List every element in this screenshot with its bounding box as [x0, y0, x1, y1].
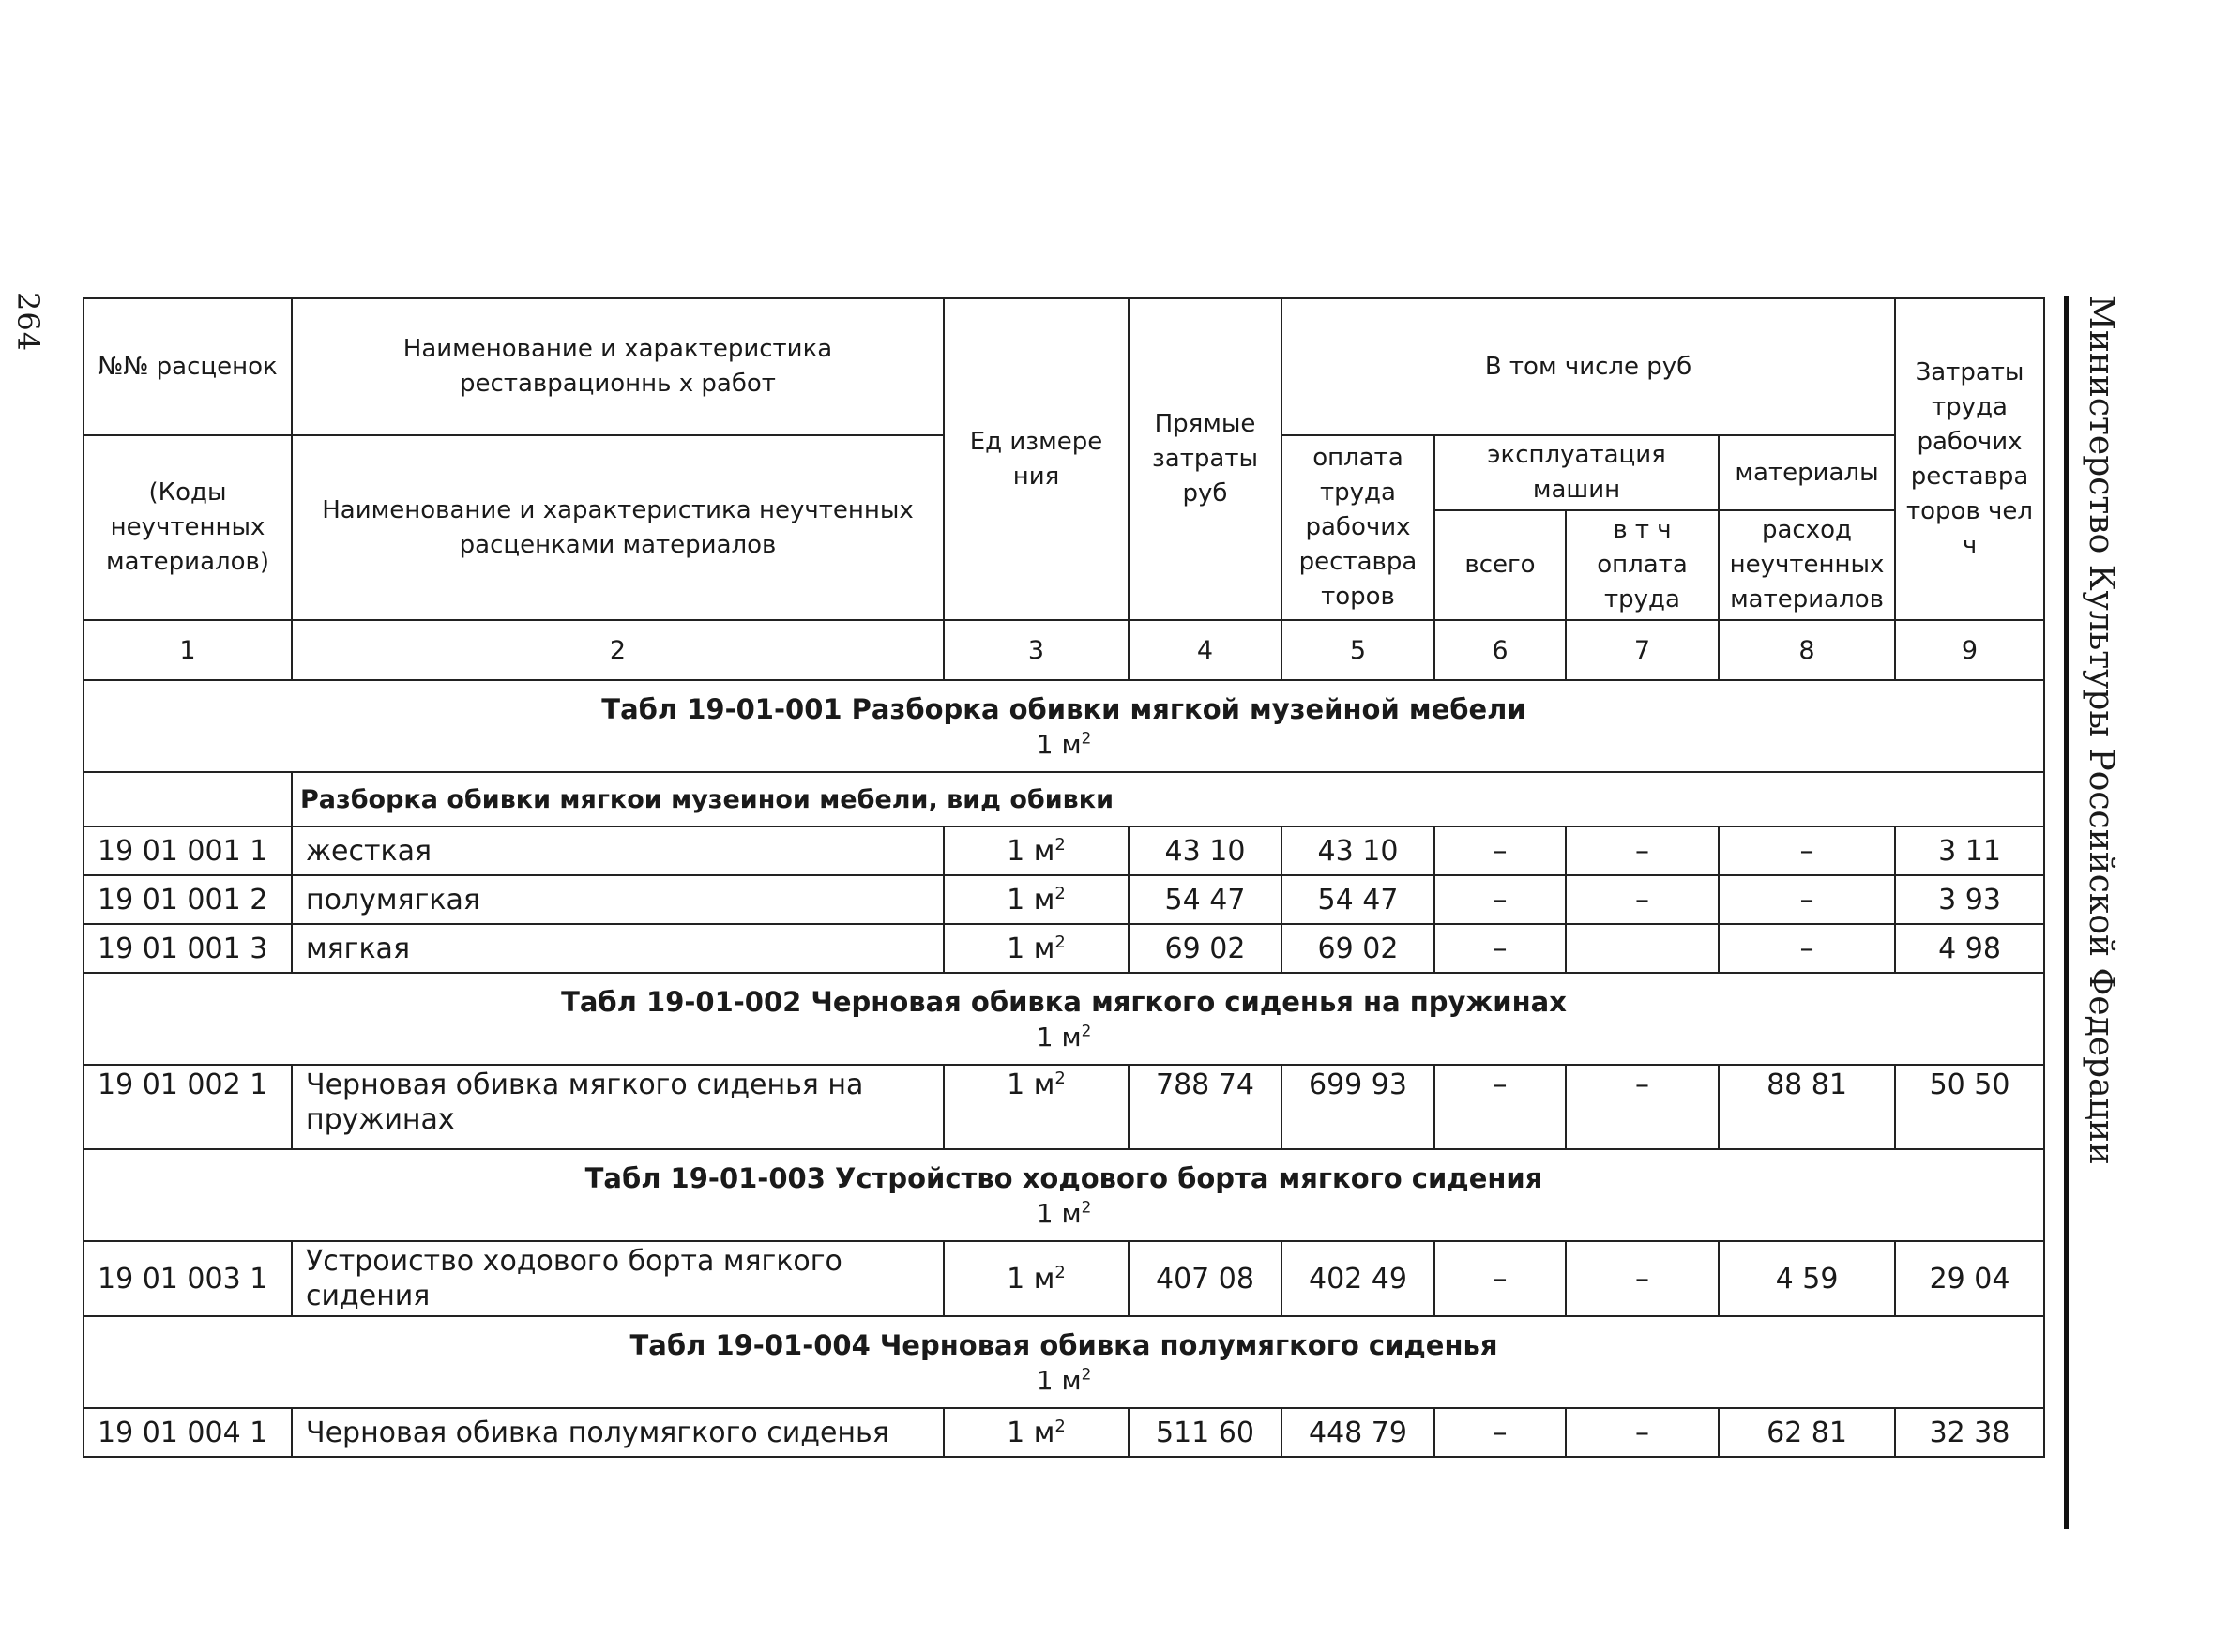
machines-pay: –: [1566, 875, 1719, 924]
table-row: [83, 924, 2044, 973]
header-unit: Ед измере ния: [944, 298, 1129, 620]
direct-costs: 511 60: [1129, 1408, 1281, 1457]
labor-pay: 43 10: [1281, 826, 1434, 875]
materials: 4 59: [1719, 1241, 1895, 1316]
machines-pay: –: [1566, 1408, 1719, 1457]
column-numbers-row: [83, 620, 2044, 680]
materials: 88 81: [1719, 1065, 1895, 1149]
materials: 62 81: [1719, 1408, 1895, 1457]
section-unit: 1 $м^2$: [1036, 1021, 1092, 1053]
header-row-1: [83, 298, 2044, 435]
side-rule: [2064, 296, 2069, 1529]
header-direct-costs: Прямые затраты руб: [1129, 298, 1281, 620]
column-number: 8: [1719, 620, 1895, 680]
header-machines-incl-pay: в т ч оплата труда: [1566, 510, 1719, 620]
machines-total: –: [1434, 1241, 1566, 1316]
rate-code: 19 01 001 2: [83, 875, 292, 924]
header-materials: материалы: [1719, 435, 1895, 510]
section-unit: 1 $м^2$: [1036, 1364, 1092, 1396]
section-title: Табл 19-01-003 Устройство ходового борта мягкого сидения: [584, 1162, 1543, 1194]
column-number: 7: [1566, 620, 1719, 680]
side-title: Министерство Культуры Российской Федерации: [2082, 296, 2120, 1165]
direct-costs: 43 10: [1129, 826, 1281, 875]
rate-unit: 1 $м^2$: [944, 924, 1129, 973]
labor-pay: 448 79: [1281, 1408, 1434, 1457]
rate-unit: 1 $м^2$: [944, 826, 1129, 875]
table-row: [83, 875, 2044, 924]
rate-code: 19 01 001 3: [83, 924, 292, 973]
header-machines: эксплуатация машин: [1434, 435, 1719, 510]
page-number: 264: [10, 292, 46, 353]
group-row: [83, 772, 2044, 826]
column-number: 2: [292, 620, 944, 680]
column-number: 4: [1129, 620, 1281, 680]
section-title: Табл 19-01-002 Черновая обивка мягкого сиденья на пружинах: [561, 986, 1567, 1018]
rate-name: Черновая обивка полумягкого сиденья: [292, 1408, 944, 1457]
labor-hours: 3 93: [1895, 875, 2044, 924]
rate-name: Черновая обивка мягкого сиденья на пружинах: [292, 1065, 944, 1149]
section-header: [83, 1149, 2044, 1241]
labor-pay: 69 02: [1281, 924, 1434, 973]
section-header: [83, 1316, 2044, 1408]
header-labor-hours: Затраты труда рабочих реставра торов чел ч: [1895, 298, 2044, 620]
header-material-name: Наименование и характеристика неучтенных расценками материалов: [292, 435, 944, 620]
section-unit: 1 $м^2$: [1036, 728, 1092, 760]
direct-costs: 788 74: [1129, 1065, 1281, 1149]
machines-pay: –: [1566, 1065, 1719, 1149]
rate-unit: 1 $м^2$: [944, 875, 1129, 924]
materials: –: [1719, 875, 1895, 924]
rate-code: 19 01 004 1: [83, 1408, 292, 1457]
rate-name: мягкая: [292, 924, 944, 973]
table-row: [83, 826, 2044, 875]
header-materials-use: расход неучтенных материалов: [1719, 510, 1895, 620]
labor-pay: 54 47: [1281, 875, 1434, 924]
header-machines-total: всего: [1434, 510, 1566, 620]
header-labor-pay: оплата труда рабочих реставра торов: [1281, 435, 1434, 620]
labor-hours: 50 50: [1895, 1065, 2044, 1149]
rate-unit: 1 $м^2$: [944, 1241, 1129, 1316]
column-number: 3: [944, 620, 1129, 680]
section-title: Табл 19-01-001 Разборка обивки мягкой музейной мебели: [601, 693, 1526, 725]
header-material-codes: (Коды неучтенных материалов): [83, 435, 292, 620]
group-title: Разборка обивки мягкои музеинои мебели, вид обивки: [292, 772, 2044, 826]
materials: –: [1719, 924, 1895, 973]
labor-hours: 3 11: [1895, 826, 2044, 875]
section-title: Табл 19-01-004 Черновая обивка полумягкого сиденья: [629, 1329, 1498, 1361]
labor-pay: 402 49: [1281, 1241, 1434, 1316]
machines-pay: –: [1566, 826, 1719, 875]
rate-name: Устроиство ходового борта мягкого сидения: [292, 1241, 944, 1316]
rate-name: полумягкая: [292, 875, 944, 924]
table-row: [83, 1065, 2044, 1149]
labor-hours: 4 98: [1895, 924, 2044, 973]
rate-name: жесткая: [292, 826, 944, 875]
section-header: [83, 680, 2044, 772]
header-rate-no: №№ расценок: [83, 298, 292, 435]
table-row: [83, 1241, 2044, 1316]
direct-costs: 407 08: [1129, 1241, 1281, 1316]
rates-table: [83, 297, 2045, 1458]
table-row: [83, 1408, 2044, 1457]
rate-unit: 1 $м^2$: [944, 1408, 1129, 1457]
header-work-name: Наименование и характеристика реставрационнь х работ: [292, 298, 944, 435]
machines-total: –: [1434, 826, 1566, 875]
materials: –: [1719, 826, 1895, 875]
machines-total: –: [1434, 924, 1566, 973]
rate-unit: 1 $м^2$: [944, 1065, 1129, 1149]
machines-pay: [1566, 924, 1719, 973]
machines-total: –: [1434, 1408, 1566, 1457]
labor-hours: 32 38: [1895, 1408, 2044, 1457]
header-including: В том числе руб: [1281, 298, 1895, 435]
machines-total: –: [1434, 1065, 1566, 1149]
labor-hours: 29 04: [1895, 1241, 2044, 1316]
column-number: 6: [1434, 620, 1566, 680]
column-number: 5: [1281, 620, 1434, 680]
direct-costs: 69 02: [1129, 924, 1281, 973]
rate-code: 19 01 002 1: [83, 1065, 292, 1149]
labor-pay: 699 93: [1281, 1065, 1434, 1149]
column-number: 1: [83, 620, 292, 680]
section-unit: 1 $м^2$: [1036, 1197, 1092, 1229]
direct-costs: 54 47: [1129, 875, 1281, 924]
machines-total: –: [1434, 875, 1566, 924]
rate-code: 19 01 001 1: [83, 826, 292, 875]
column-number: 9: [1895, 620, 2044, 680]
machines-pay: –: [1566, 1241, 1719, 1316]
rate-code: 19 01 003 1: [83, 1241, 292, 1316]
section-header: [83, 973, 2044, 1065]
